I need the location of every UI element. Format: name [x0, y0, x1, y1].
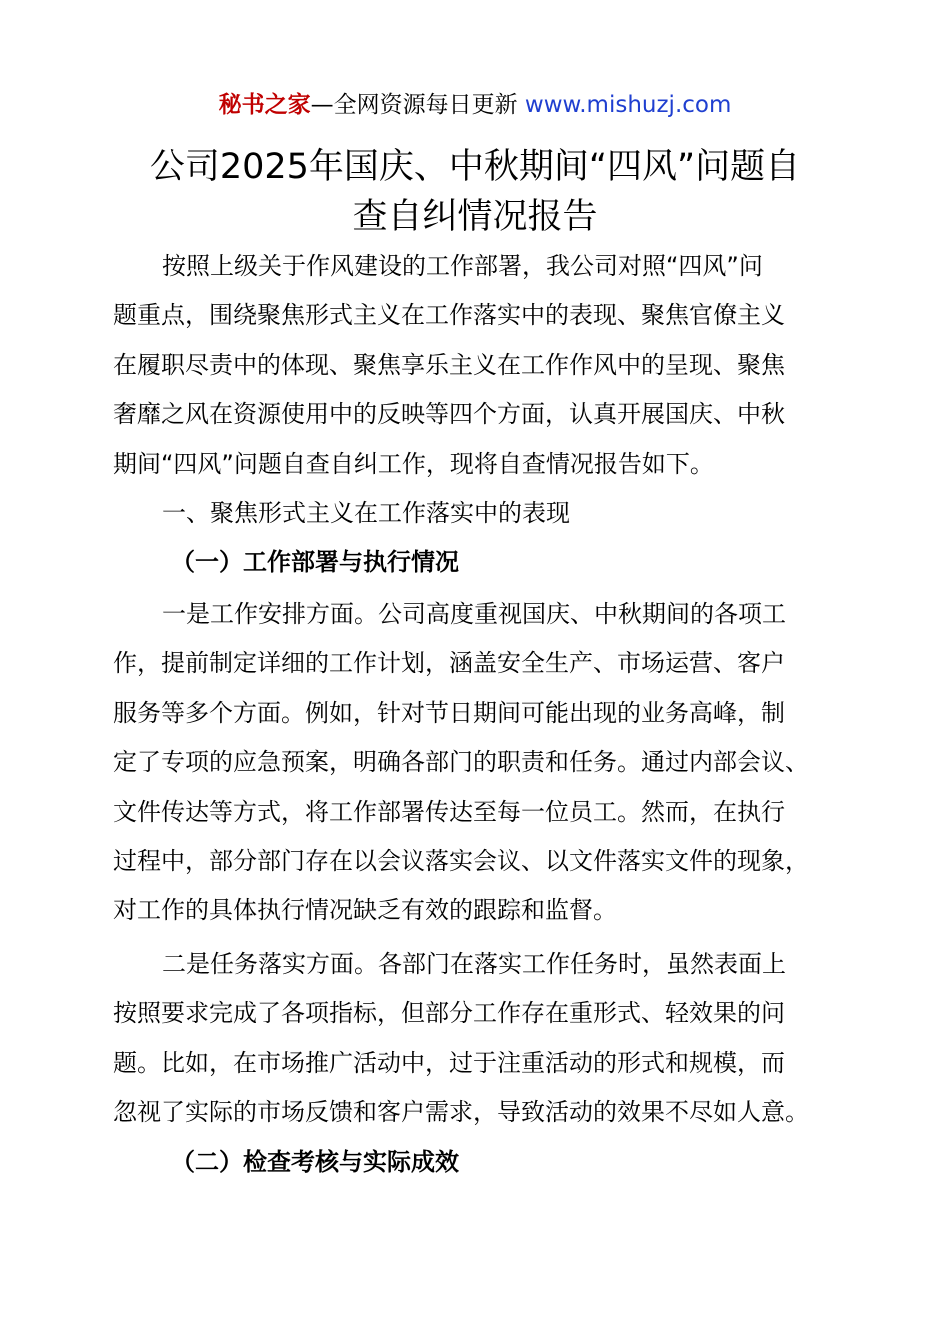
paragraph-line: 奢靡之风在资源使用中的反映等四个方面，认真开展国庆、中秋: [113, 400, 785, 429]
task-implementation-paragraph: [113, 940, 853, 1187]
title-line-1: 公司2025年国庆、中秋期间“四风”问题自: [149, 147, 801, 187]
intro-paragraph: [113, 242, 853, 588]
subsection-heading: （二）检查考核与实际成效: [171, 1147, 459, 1176]
paragraph-line: 期间“四风”问题自查自纠工作，现将自查情况报告如下。: [113, 449, 714, 478]
site-banner: [0, 88, 950, 122]
paragraph-line: 对工作的具体执行情况缺乏有效的跟踪和监督。: [113, 896, 617, 925]
paragraph-line: 忽视了实际的市场反馈和客户需求，导致活动的效果不尽如人意。: [113, 1098, 809, 1127]
paragraph-line: 在履职尽责中的体现、聚焦享乐主义在工作作风中的呈现、聚焦: [113, 350, 785, 379]
subsection-heading: （一）工作部署与执行情况: [171, 548, 459, 577]
document-title: [100, 142, 850, 242]
banner-url-link[interactable]: www.mishuzj.com: [524, 92, 732, 118]
paragraph-line: 按照上级关于作风建设的工作部署，我公司对照“四风”问: [162, 252, 763, 280]
paragraph-line: 文件传达等方式，将工作部署传达至每一位员工。然而，在执行: [113, 797, 785, 826]
paragraph-line: 服务等多个方面。例如，针对节日期间可能出现的业务高峰，制: [113, 698, 785, 727]
paragraph-line: 作，提前制定详细的工作计划，涵盖安全生产、市场运营、客户: [113, 649, 785, 678]
work-arrangement-paragraph: [113, 590, 853, 936]
paragraph-line: 定了专项的应急预案，明确各部门的职责和任务。通过内部会议、: [113, 748, 809, 777]
paragraph-line: 二是任务落实方面。各部门在落实工作任务时，虽然表面上: [162, 950, 786, 978]
paragraph-line: 题重点，围绕聚焦形式主义在工作落实中的表现、聚焦官僚主义: [113, 301, 785, 330]
paragraph-line: 过程中，部分部门存在以会议落实会议、以文件落实文件的现象，: [113, 846, 809, 875]
title-line-2: 查自纠情况报告: [352, 197, 598, 237]
section-heading: 一、聚焦形式主义在工作落实中的表现: [162, 498, 570, 527]
banner-tagline: —全网资源每日更新: [310, 92, 518, 118]
banner-brand: 秘书之家: [218, 92, 311, 118]
paragraph-line: 一是工作安排方面。公司高度重视国庆、中秋期间的各项工: [162, 600, 786, 628]
paragraph-line: 题。比如，在市场推广活动中，过于注重活动的形式和规模，而: [113, 1048, 785, 1077]
paragraph-line: 按照要求完成了各项指标，但部分工作存在重形式、轻效果的问: [113, 999, 785, 1028]
